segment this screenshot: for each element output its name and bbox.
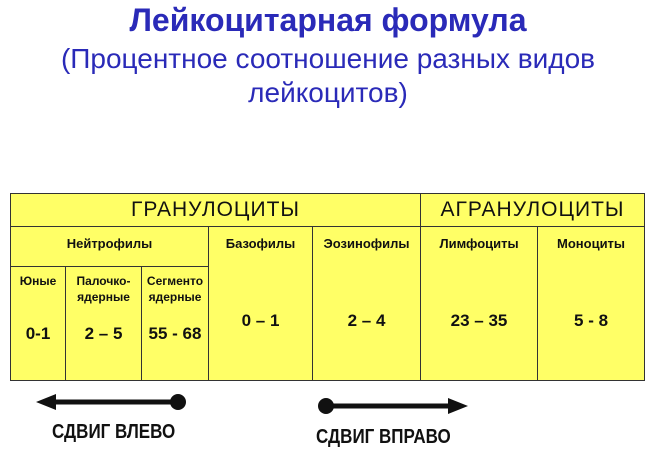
segmented-label-line-2: ядерные bbox=[148, 290, 202, 304]
granulocytes-header: ГРАНУЛОЦИТЫ bbox=[11, 194, 421, 227]
basophils-label: Базофилы bbox=[225, 236, 296, 251]
basophils-value: 0 – 1 bbox=[241, 311, 280, 330]
shift-right-label: СДВИГ ВПРАВО bbox=[316, 426, 451, 448]
band-value: 2 – 5 bbox=[84, 324, 123, 343]
page-title: Лейкоцитарная формула bbox=[129, 2, 527, 38]
monocytes-value: 5 - 8 bbox=[574, 311, 609, 330]
eosinophils-label: Эозинофилы bbox=[323, 236, 410, 251]
subtitle-line-2: лейкоцитов) bbox=[248, 77, 408, 108]
band-label-line-2: ядерные bbox=[77, 290, 130, 304]
shift-right-arrow bbox=[318, 398, 468, 414]
lymphocytes-label: Лимфоциты bbox=[439, 236, 519, 251]
segmented-label-line-1: Сегменто bbox=[146, 274, 204, 288]
shift-left-label: СДВИГ ВЛЕВО bbox=[52, 421, 176, 443]
band-label-line-1: Палочко- bbox=[76, 274, 131, 288]
neutrophils-header: Нейтрофилы bbox=[11, 227, 209, 267]
shift-left-arrow bbox=[36, 394, 186, 410]
segmented-value: 55 - 68 bbox=[148, 324, 202, 343]
subtitle-line-1: (Процентное соотношение разных видов bbox=[60, 43, 596, 74]
lymphocytes-value: 23 – 35 bbox=[450, 311, 508, 330]
young-value: 0-1 bbox=[25, 324, 51, 343]
agranulocytes-header: АГРАНУЛОЦИТЫ bbox=[421, 194, 645, 227]
eosinophils-value: 2 – 4 bbox=[347, 311, 386, 330]
monocytes-label: Моноциты bbox=[557, 236, 626, 251]
young-label: Юные bbox=[19, 274, 57, 288]
